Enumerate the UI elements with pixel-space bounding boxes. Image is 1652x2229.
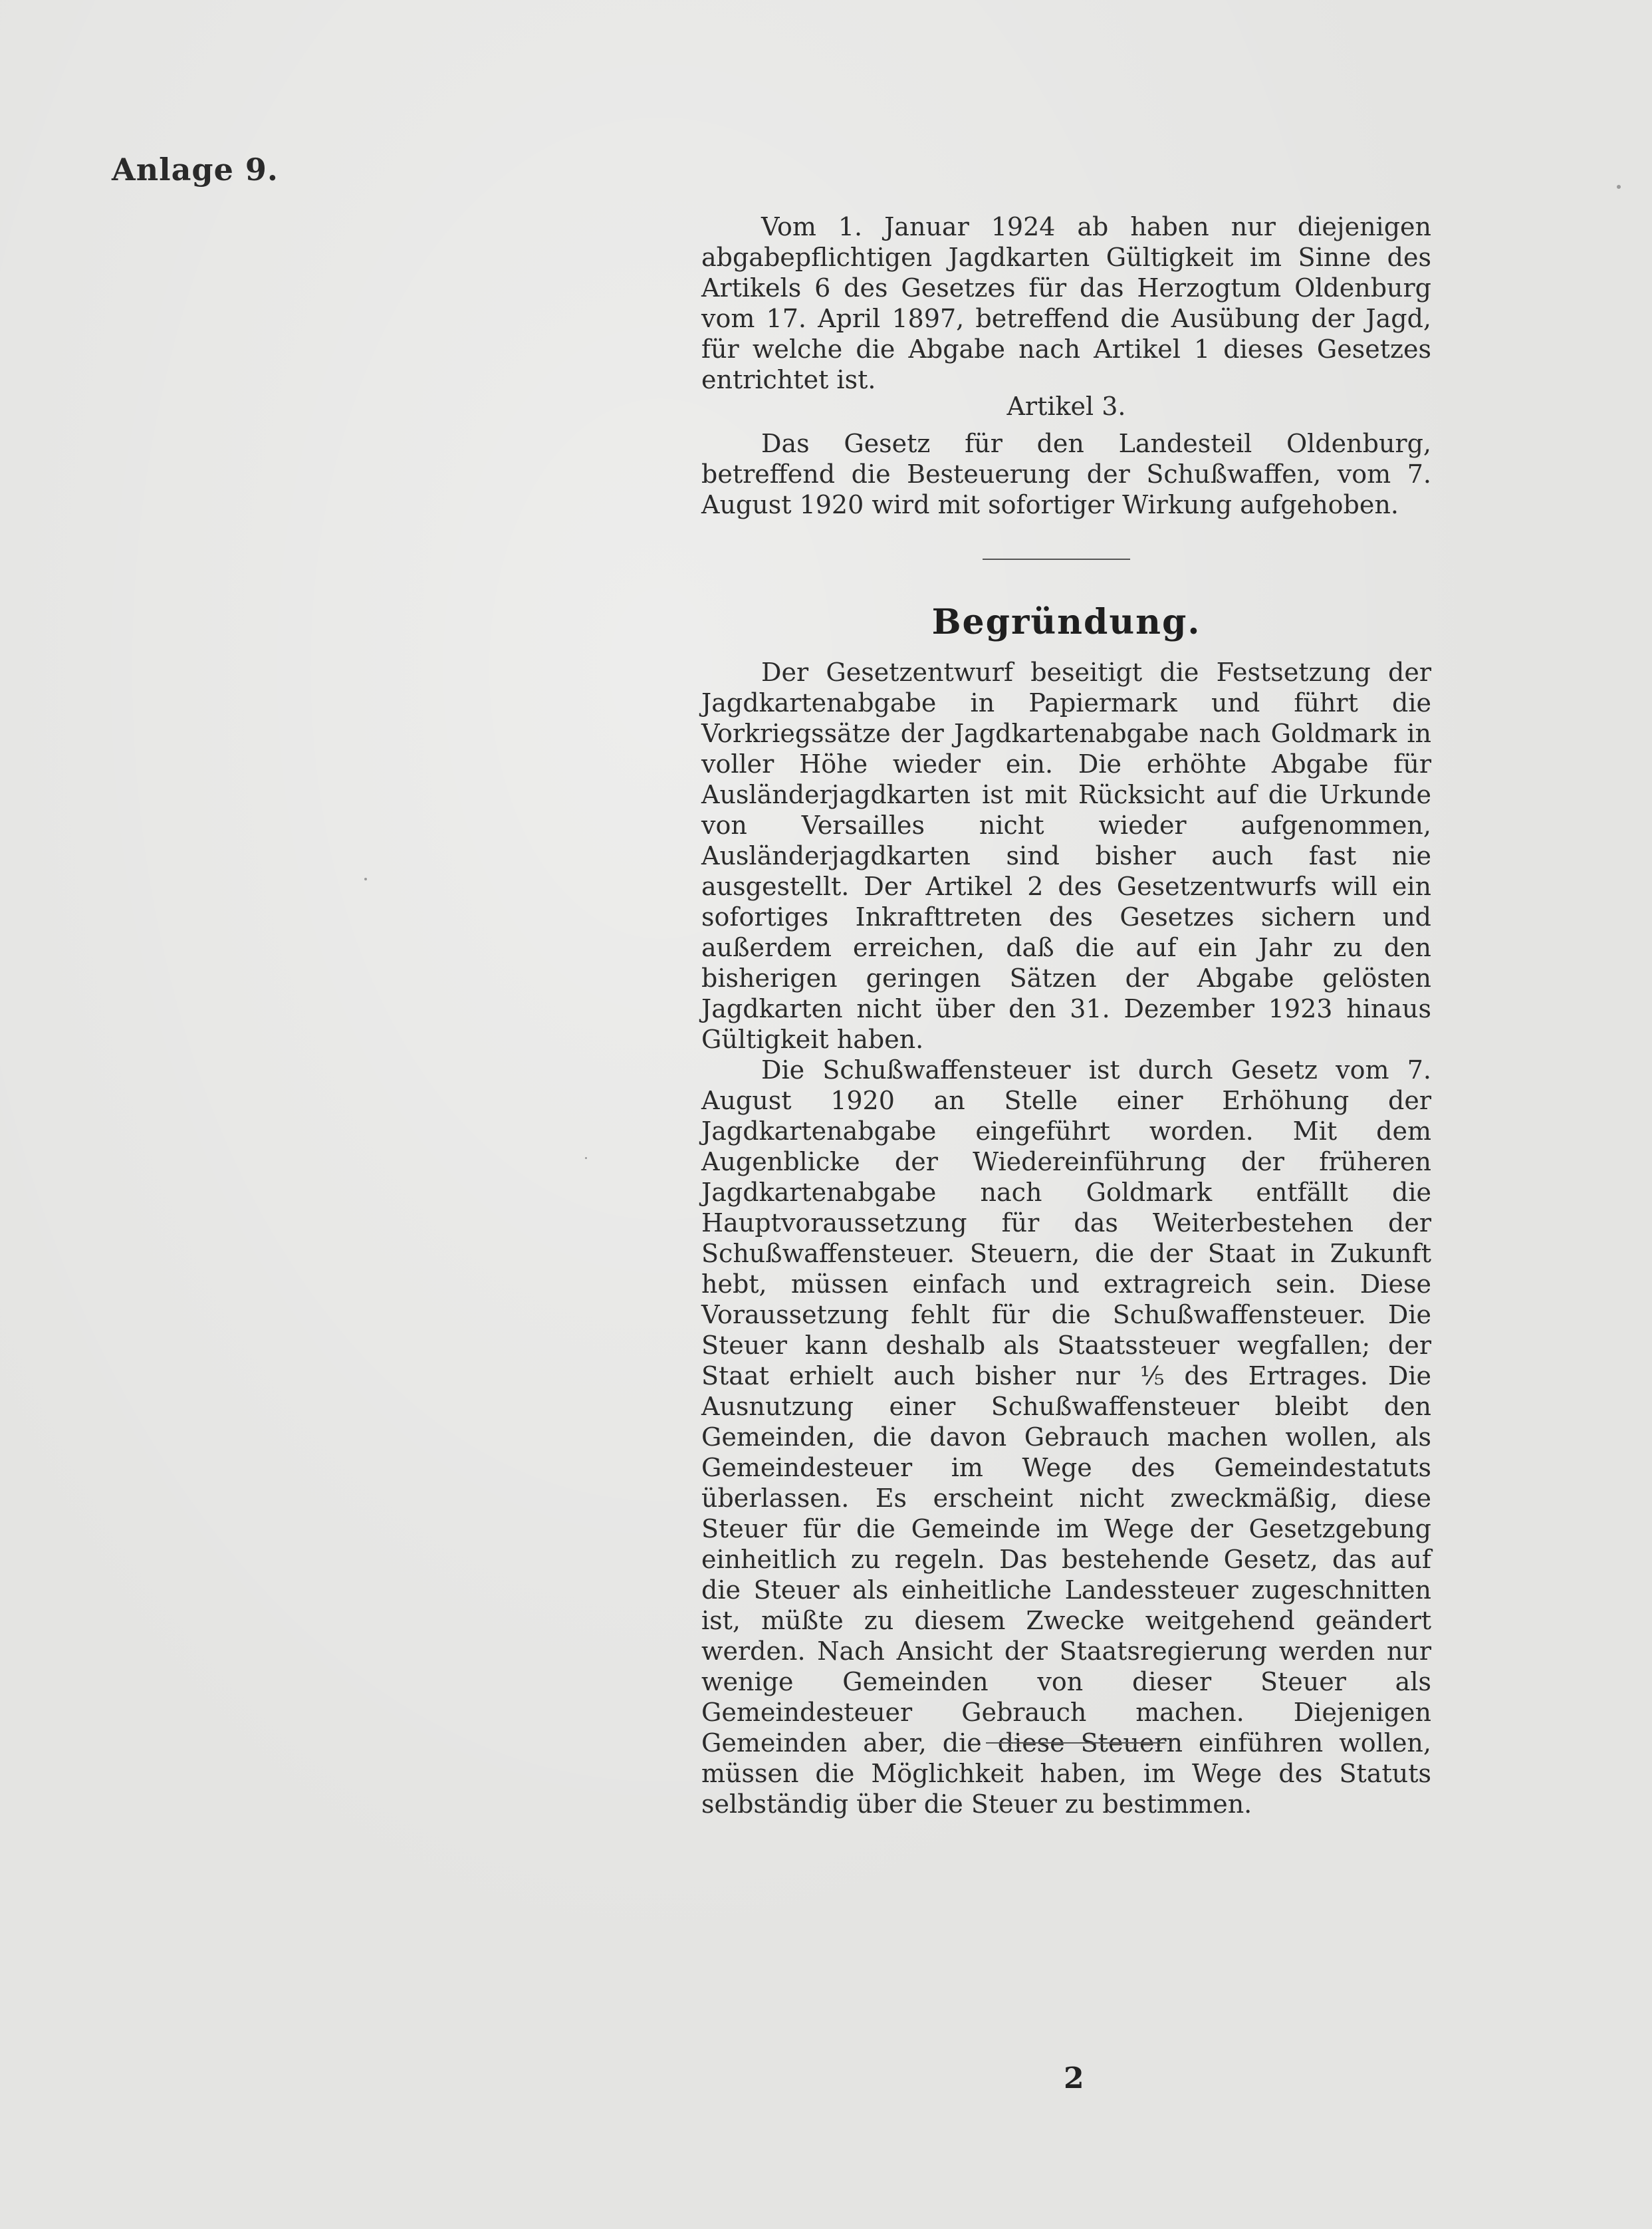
article3-paragraph: Das Gesetz für den Landesteil Oldenburg, betreffend die Besteuerung der Schußwaffen, vom 7. August 1920 wird mit sofortiger Wirkung aufgehoben. — [701, 429, 1431, 519]
paper-speck — [364, 878, 367, 880]
intro-paragraph: Vom 1. Januar 1924 ab haben nur diejenigen abgabepflichtigen Jagdkarten Gültigkeit im Sinne des Artikels 6 des Gesetzes für das Herzogtum Oldenburg vom 17. April 1897, betreffend die Ausübung der Jagd, für welche die Abgabe nach Artikel 1 dieses Gesetzes entrichtet ist. — [701, 212, 1431, 394]
article3-heading: Artikel 3. — [1006, 392, 1126, 421]
paper-speck — [1617, 185, 1621, 189]
section-divider — [983, 559, 1130, 560]
justification-heading: Begründung. — [931, 602, 1201, 642]
justification-block — [701, 602, 1431, 1819]
end-divider — [986, 1742, 1165, 1744]
annex-label: Anlage 9. — [112, 152, 279, 188]
paper-speck — [585, 1157, 587, 1159]
justification-paragraph-2: Die Schußwaffensteuer ist durch Gesetz vom 7. August 1920 an Stelle einer Erhöhung der Jagdkartenabgabe eingeführt worden. Mit dem Augenblicke der Wiedereinführung der früheren Jagdkartenabgabe nach Goldmark entfällt die Hauptvoraussetzung für das Weiterbestehen der Schußwaffensteuer. Steuern, die der Staat in Zukunft hebt, müssen einfach und extragreich sein. Diese Voraussetzung fehlt für die Schußwaffensteuer. Die Steuer kann deshalb als Staatssteuer wegfallen; der Staat erhielt auch bisher nur ⅕ des Ertrages. Die Ausnutzung einer Schußwaffensteuer bleibt den Gemeinden, die davon Gebrauch machen wollen, als Gemeindesteuer im Wege des Gemeindestatuts überlassen. Es erscheint nicht zweckmäßig, diese Steuer für die Gemeinde im Wege der Gesetzgebung einheitlich zu regeln. Das bestehende Gesetz, das auf die Steuer als einheitliche Landessteuer zugeschnitten ist, müßte zu diesem Zwecke weitgehend geändert werden. Nach Ansicht der Staatsregierung werden nur wenige Gemeinden von dieser Steuer als Gemeindesteuer Gebrauch machen. Diejenigen Gemeinden aber, die diese Steuern einführen wollen, müssen die Möglichkeit haben, im Wege des Statuts selbständig über die Steuer zu bestimmen. — [701, 1055, 1431, 1819]
intro-block — [701, 211, 1431, 395]
page-number: 2 — [1064, 2061, 1084, 2095]
justification-paragraph-1: Der Gesetzentwurf beseitigt die Festsetzung der Jagdkartenabgabe in Papiermark und führt die Vorkriegssätze der Jagdkartenabgabe nach Goldmark in voller Höhe wieder ein. Die erhöhte Abgabe für Ausländerjagdkarten ist mit Rücksicht auf die Urkunde von Versailles nicht wieder aufgenommen, Ausländerjagdkarten sind bisher auch fast nie ausgestellt. Der Artikel 2 des Gesetzentwurfs will ein sofortiges Inkrafttreten des Gesetzes sichern und außerdem erreichen, daß die auf ein Jahr zu den bisherigen geringen Sätzen der Abgabe gelösten Jagdkarten nicht über den 31. Dezember 1923 hinaus Gültigkeit haben. — [701, 658, 1431, 1054]
article3-block — [701, 391, 1431, 520]
